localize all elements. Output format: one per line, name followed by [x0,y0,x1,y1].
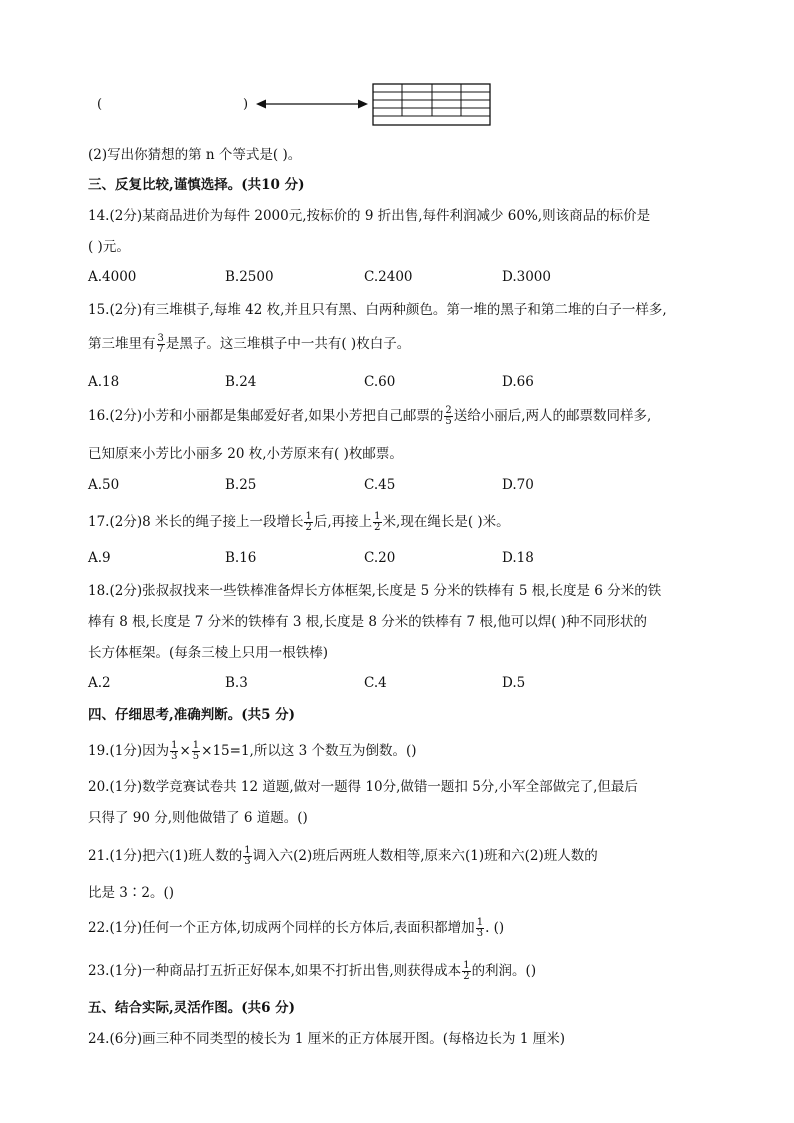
q21-frac-den: 3 [244,856,251,867]
q15-option-a: A.18 [88,374,120,390]
q18-option-c: C.4 [364,675,387,691]
q17-option-d: D.18 [502,550,534,566]
q17-fraction-1 [304,512,312,533]
q15-fraction [157,334,165,355]
q17-fraction-2 [373,512,381,533]
q19-times: × [179,743,191,759]
q15-frac-num: 3 [157,333,164,344]
q14-option-b: B.2500 [225,269,274,285]
q21-line1 [88,846,598,867]
q16-option-c: C.45 [364,477,396,493]
q15-option-c: C.60 [364,374,396,390]
q21-fraction [243,846,251,867]
q14-option-c: C.2400 [364,269,413,285]
q21-frac-num: 1 [244,845,251,856]
figure-left-paren: ( [97,97,103,112]
q17-frac1-den: 2 [305,522,312,533]
q21-part-a: 21.(1分)把六(1)班人数的 [88,848,243,864]
q15-frac-den: 7 [157,344,164,355]
q16-frac-num: 2 [445,405,452,416]
q17-frac1-num: 1 [305,511,312,522]
q19-part-b: ×15=1,所以这 3 个数互为倒数。() [201,743,417,759]
q15-line1: 15.(2分)有三堆棋子,每堆 42 枚,并且只有黑、白两种颜色。第一堆的黑子和第二堆的白子一样多, [88,302,667,318]
q16-option-b: B.25 [225,477,257,493]
q16-fraction [444,406,452,427]
q14-line1: 14.(2分)某商品进价为每件 2000元,按标价的 9 折出售,每件利润减少 60%,则该商品的标价是 [88,208,651,224]
q21-line2: 比是 3∶2。() [88,885,175,901]
q23-frac-den: 2 [463,971,470,982]
q23-part-a: 23.(1分)一种商品打五折正好保本,如果不打折出售,则获得成本 [88,963,462,979]
q16-line1 [88,406,651,427]
q18-line1: 18.(2分)张叔叔找来一些铁棒准备焊长方体框架,长度是 5 分米的铁棒有 5 根,长度是 6 分米的铁 [88,583,662,599]
q19-frac2-den: 5 [192,751,200,762]
double-arrow-icon [256,96,368,112]
q18-line3: 长方体框架。(每条三棱上只用一根铁棒) [88,645,329,661]
section3-heading: 三、反复比较,谨慎选择。(共10 分) [88,177,305,193]
q16-frac-den: 5 [445,416,452,427]
q24-line: 24.(6分)画三种不同类型的棱长为 1 厘米的正方体展开图。(每格边长为 1 厘米) [88,1031,565,1047]
q22-frac-den: 3 [476,928,484,939]
q19-part-a: 19.(1分)因为 [88,743,170,759]
q22-line [88,918,504,939]
q19-frac2-num: 1 [192,740,200,751]
q19-frac1-den: 3 [171,751,178,762]
q16-line2: 已知原来小芳比小丽多 20 枚,小芳原来有( )枚邮票。 [88,446,403,462]
q19-fraction-2 [192,741,200,762]
q15-line2-start: 第三堆里有 [88,336,156,352]
section5-heading: 五、结合实际,灵活作图。(共6 分) [88,1000,296,1016]
figure-right-paren: ) [243,97,249,112]
q17-part-b: 后,再接上 [313,514,373,530]
q22-frac-num: 1 [476,917,484,928]
q17-option-c: C.20 [364,550,396,566]
q15-option-b: B.24 [225,374,257,390]
q18-option-d: D.5 [502,675,526,691]
q23-line [88,961,536,982]
q17-frac2-den: 2 [374,522,381,533]
q17-part-c: 米,现在绳长是( )米。 [382,514,510,530]
q16-option-a: A.50 [88,477,120,493]
q15-line2 [88,334,410,355]
q15-option-d: D.66 [502,374,534,390]
q17-part-a: 17.(2分)8 米长的绳子接上一段增长 [88,514,304,530]
q15-line2-end: 是黑子。这三堆棋子中一共有( )枚白子。 [165,336,411,352]
q18-line2: 棒有 8 根,长度是 7 分米的铁棒有 3 根,长度是 8 分米的铁棒有 7 根,他可以焊( )种不同形状的 [88,614,648,630]
q23-frac-num: 1 [463,960,470,971]
q18-option-b: B.3 [225,675,248,691]
q22-part-a: 22.(1分)任何一个正方体,切成两个同样的长方体后,表面积都增加 [88,920,475,936]
q17-frac2-num: 1 [374,511,381,522]
q19-frac1-num: 1 [171,740,178,751]
q23-fraction [462,961,470,982]
q14-option-a: A.4000 [88,269,137,285]
q20-line2: 只得了 90 分,则他做错了 6 道题。() [88,810,308,826]
grid-figure [372,83,492,127]
q17-line [88,512,510,533]
q18-option-a: A.2 [88,675,111,691]
q22-part-b: . () [485,920,505,936]
q14-line2: ( )元。 [88,239,130,255]
q16-line1-end: 送给小丽后,两人的邮票数同样多, [453,408,652,424]
q23-part-b: 的利润。() [471,963,537,979]
q13-part2: (2)写出你猜想的第 n 个等式是( )。 [88,147,302,163]
q20-line1: 20.(1分)数学竞赛试卷共 12 道题,做对一题得 10分,做错一题扣 5分,小军全部做完了,但最后 [88,779,638,795]
q22-fraction [476,918,484,939]
q19-line [88,741,417,762]
q16-line1-start: 16.(2分)小芳和小丽都是集邮爱好者,如果小芳把自己邮票的 [88,408,444,424]
q21-part-b: 调入六(2)班后两班人数相等,原来六(1)班和六(2)班人数的 [252,848,598,864]
q16-option-d: D.70 [502,477,534,493]
q14-option-d: D.3000 [502,269,551,285]
q17-option-a: A.9 [88,550,111,566]
section4-heading: 四、仔细思考,准确判断。(共5 分) [88,707,296,723]
q19-fraction-1 [170,741,178,762]
q17-option-b: B.16 [225,550,257,566]
